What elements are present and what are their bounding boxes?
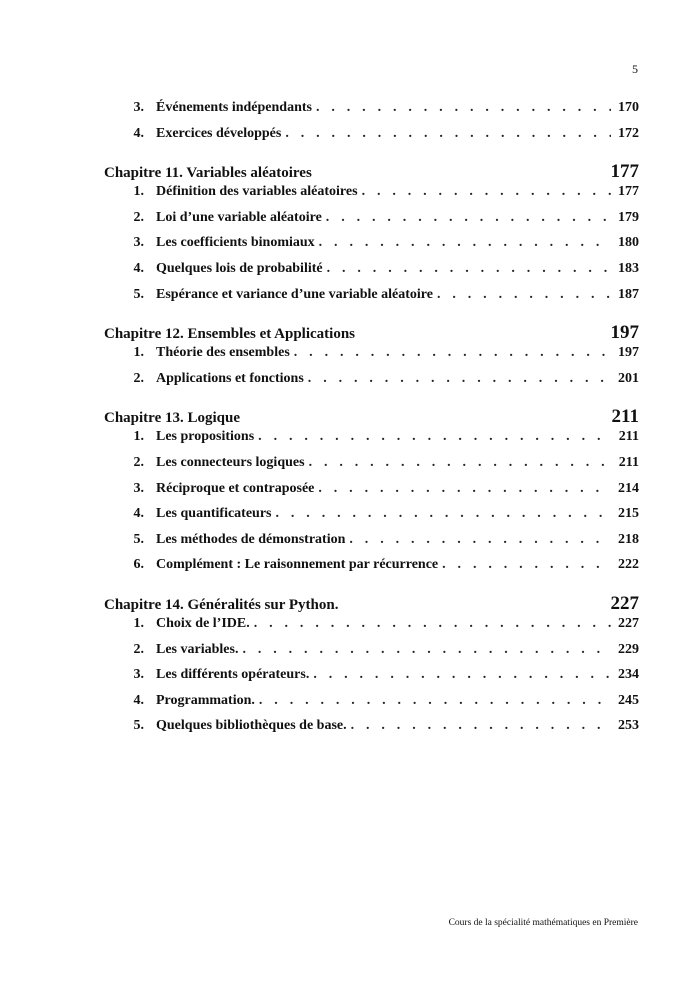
chapter-title: Chapitre 11. Variables aléatoires bbox=[104, 165, 312, 182]
entry-number: 1. bbox=[133, 184, 144, 200]
entry-title: Complément : Le raisonnement par récurrence bbox=[156, 557, 439, 573]
entry-title: Les différents opérateurs. bbox=[156, 667, 310, 683]
dot-leader bbox=[437, 287, 611, 303]
table-of-contents bbox=[104, 100, 639, 744]
entry-number: 4. bbox=[133, 692, 144, 708]
chapter-heading[interactable] bbox=[104, 161, 639, 183]
dot-leader bbox=[316, 100, 611, 116]
entry-number: 3. bbox=[133, 100, 144, 115]
toc-entry[interactable] bbox=[104, 235, 639, 261]
chapter-title: Chapitre 12. Ensembles et Applications bbox=[104, 326, 355, 343]
entry-page: 201 bbox=[618, 370, 639, 386]
toc-entry[interactable] bbox=[104, 210, 639, 236]
chapter-block bbox=[104, 161, 639, 312]
entry-page: 218 bbox=[618, 531, 639, 547]
entry-title: Programmation. bbox=[156, 692, 255, 708]
entry-page: 222 bbox=[618, 557, 639, 573]
entry-page: 183 bbox=[618, 260, 639, 276]
entry-number: 5. bbox=[133, 286, 144, 302]
entry-number: 1. bbox=[133, 345, 144, 361]
toc-entry[interactable] bbox=[104, 184, 639, 210]
toc-entry[interactable] bbox=[104, 429, 639, 455]
dot-leader bbox=[285, 126, 611, 142]
dot-leader bbox=[308, 371, 611, 387]
entry-page: 179 bbox=[618, 209, 639, 225]
dot-leader bbox=[349, 532, 611, 548]
dot-leader bbox=[318, 481, 611, 497]
entry-page: 214 bbox=[618, 480, 639, 496]
entry-page: 170 bbox=[618, 100, 639, 115]
entry-title: Définition des variables aléatoires bbox=[156, 184, 358, 200]
toc-entry[interactable] bbox=[104, 261, 639, 287]
entry-page: 187 bbox=[618, 286, 639, 302]
chapter-title: Chapitre 14. Généralités sur Python. bbox=[104, 596, 339, 613]
toc-entry[interactable] bbox=[104, 642, 639, 668]
entry-number: 3. bbox=[133, 235, 144, 251]
entry-title: Les méthodes de démonstration bbox=[156, 531, 346, 547]
toc-entry[interactable] bbox=[104, 718, 639, 744]
entry-title: Quelques lois de probabilité bbox=[156, 260, 323, 276]
dot-leader bbox=[351, 718, 611, 734]
toc-entry[interactable] bbox=[104, 287, 639, 313]
toc-entry[interactable] bbox=[104, 481, 639, 507]
entry-title: Applications et fonctions bbox=[156, 370, 304, 386]
toc-entry[interactable] bbox=[104, 100, 639, 126]
entry-title: Choix de l’IDE. bbox=[156, 615, 250, 631]
toc-entry[interactable] bbox=[104, 506, 639, 532]
chapter-heading[interactable] bbox=[104, 593, 639, 615]
chapter-page: 211 bbox=[611, 406, 639, 428]
chapter-block bbox=[104, 593, 639, 744]
entry-title: Espérance et variance d’une variable aléatoire bbox=[156, 286, 433, 302]
toc-entry[interactable] bbox=[104, 532, 639, 558]
chapter-page: 197 bbox=[610, 322, 639, 344]
chapter-heading[interactable] bbox=[104, 406, 639, 428]
entry-title: Les quantificateurs bbox=[156, 506, 272, 522]
dot-leader bbox=[242, 642, 611, 658]
toc-entry[interactable] bbox=[104, 371, 639, 397]
entry-number: 5. bbox=[133, 718, 144, 734]
entry-number: 1. bbox=[133, 615, 144, 631]
page-number: 5 bbox=[632, 62, 638, 76]
entry-title: Les coefficients binomiaux bbox=[156, 235, 315, 251]
entry-number: 1. bbox=[133, 429, 144, 445]
entry-title: Quelques bibliothèques de base. bbox=[156, 718, 347, 734]
toc-entry[interactable] bbox=[104, 616, 639, 642]
dot-leader bbox=[276, 506, 612, 522]
entry-number: 2. bbox=[133, 641, 144, 657]
entry-title: Réciproque et contraposée bbox=[156, 480, 315, 496]
entry-number: 4. bbox=[133, 125, 144, 141]
entry-title: Les propositions bbox=[156, 429, 255, 445]
entry-number: 5. bbox=[133, 531, 144, 547]
chapters bbox=[104, 161, 639, 744]
toc-entry[interactable] bbox=[104, 455, 639, 481]
entry-title: Exercices développés bbox=[156, 125, 282, 141]
entry-page: 211 bbox=[618, 429, 639, 445]
dot-leader bbox=[294, 345, 611, 361]
entry-page: 229 bbox=[618, 641, 639, 657]
entry-page: 215 bbox=[618, 506, 639, 522]
entry-page: 172 bbox=[618, 125, 639, 141]
toc-entry[interactable] bbox=[104, 693, 639, 719]
entry-page: 197 bbox=[618, 345, 639, 361]
dot-leader bbox=[319, 235, 611, 251]
dot-leader bbox=[309, 455, 611, 471]
chapter-page: 227 bbox=[610, 592, 639, 614]
entry-title: Événements indépendants bbox=[156, 100, 312, 115]
chapter-block bbox=[104, 322, 639, 396]
entry-number: 4. bbox=[133, 506, 144, 522]
dot-leader bbox=[327, 261, 611, 277]
entry-page: 211 bbox=[618, 454, 639, 470]
toc-entry[interactable] bbox=[104, 667, 639, 693]
chapter-page: 177 bbox=[610, 161, 639, 183]
toc-entry[interactable] bbox=[104, 557, 639, 583]
dot-leader bbox=[313, 667, 611, 683]
lead-entries bbox=[104, 100, 639, 151]
entry-page: 245 bbox=[618, 692, 639, 708]
entry-title: Les connecteurs logiques bbox=[156, 454, 305, 470]
toc-entry[interactable] bbox=[104, 126, 639, 152]
entry-number: 2. bbox=[133, 209, 144, 225]
entry-page: 180 bbox=[618, 235, 639, 251]
entry-number: 3. bbox=[133, 667, 144, 683]
entry-number: 2. bbox=[133, 370, 144, 386]
chapter-heading[interactable] bbox=[104, 322, 639, 344]
entry-page: 253 bbox=[618, 718, 639, 734]
chapter-block bbox=[104, 406, 639, 583]
dot-leader bbox=[362, 184, 611, 200]
footer: Cours de la spécialité mathématiques en Première bbox=[448, 918, 638, 928]
entry-number: 6. bbox=[133, 557, 144, 573]
dot-leader bbox=[258, 429, 611, 445]
entry-number: 3. bbox=[133, 480, 144, 496]
entry-page: 177 bbox=[618, 184, 639, 200]
chapter-title: Chapitre 13. Logique bbox=[104, 410, 240, 427]
entry-title: Théorie des ensembles bbox=[156, 345, 290, 361]
entry-number: 4. bbox=[133, 260, 144, 276]
dot-leader bbox=[326, 210, 611, 226]
entry-page: 227 bbox=[618, 615, 639, 631]
toc-entry[interactable] bbox=[104, 345, 639, 371]
entry-number: 2. bbox=[133, 454, 144, 470]
dot-leader bbox=[254, 616, 611, 632]
entry-title: Loi d’une variable aléatoire bbox=[156, 209, 322, 225]
dot-leader bbox=[442, 557, 611, 573]
dot-leader bbox=[259, 693, 611, 709]
entry-page: 234 bbox=[618, 667, 639, 683]
entry-title: Les variables. bbox=[156, 641, 239, 657]
